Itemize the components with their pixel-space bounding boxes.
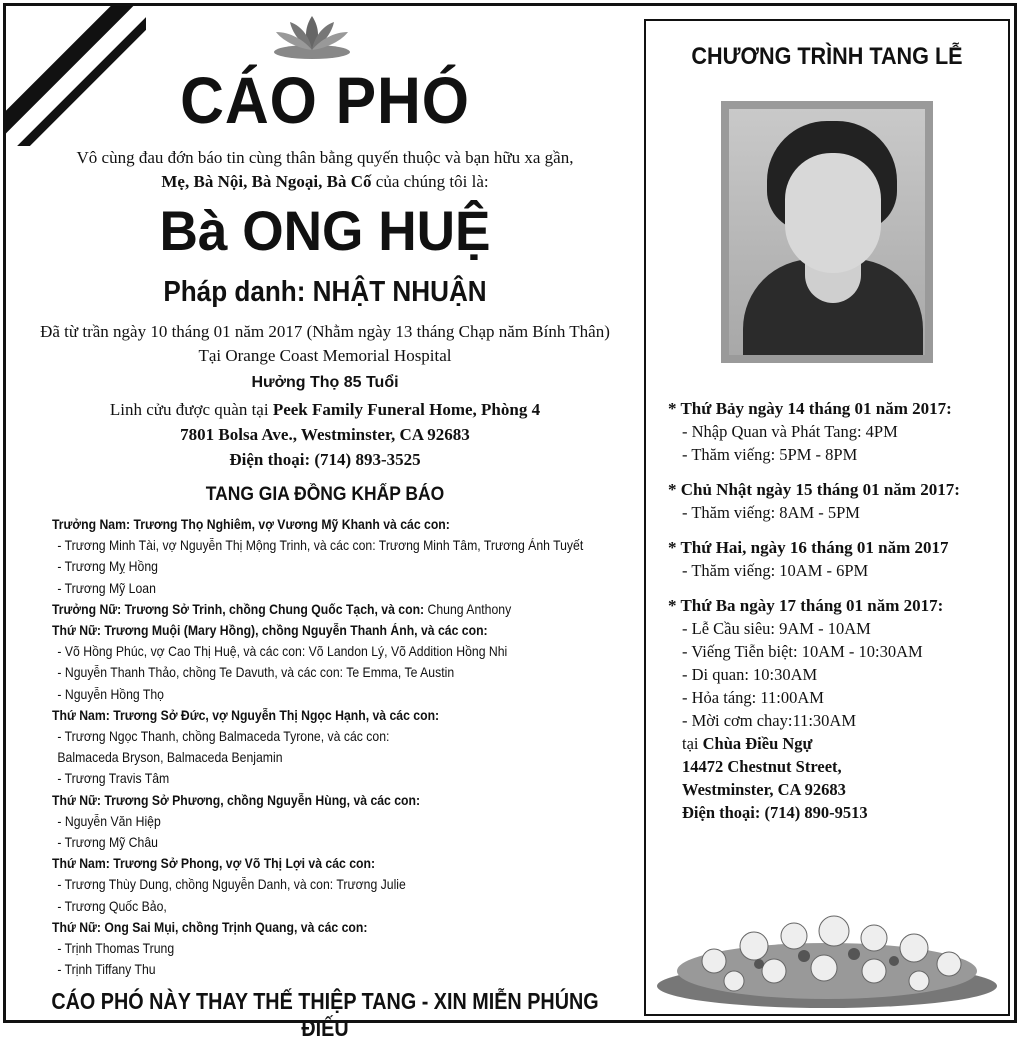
family-line-text: - Nguyễn Hồng Thọ [57, 686, 164, 702]
temple-line [668, 732, 1008, 755]
program-panel [644, 19, 1010, 1016]
funeral-home-address: 7801 Bolsa Ave., Westminster, CA 92683 [180, 425, 470, 444]
schedule-item: - Thăm viếng: 8AM - 5PM [682, 503, 860, 522]
funeral-home-phone: Điện thoại: (714) 893-3525 [229, 450, 421, 469]
schedule-item: - Thăm viếng: 10AM - 6PM [682, 561, 869, 580]
viewing-prefix: Linh cửu được quàn tại [109, 400, 273, 419]
family-member [52, 684, 574, 705]
family-branch-head [52, 853, 574, 874]
flower-arrangement-icon [654, 876, 1000, 1011]
schedule-day: * Thứ Ba ngày 17 tháng 01 năm 2017: [668, 596, 944, 615]
family-branch-head [52, 514, 574, 535]
obituary-title: CÁO PHÓ [180, 63, 470, 137]
intro-line-1: Vô cùng đau đớn báo tin cùng thân bằng quyến thuộc và bạn hữu xa gần, [76, 148, 574, 167]
schedule-day: * Thứ Hai, ngày 16 tháng 01 năm 2017 [668, 538, 949, 557]
family-line-text: Thứ Nữ: Trương Sở Phương, chồng Nguyễn Hùng, và các con: [52, 792, 421, 808]
family-line-text: - Võ Hồng Phúc, vợ Cao Thị Huệ, và các con: Võ Landon Lý, Võ Addition Hồng Nhi [57, 644, 508, 660]
family-member [52, 641, 574, 662]
intro-line-2-rest: của chúng tôi là: [371, 172, 489, 191]
family-line-text: Balmaceda Bryson, Balmaceda Benjamin [57, 750, 283, 766]
family-line-text: - Trương Thùy Dung, chồng Nguyễn Danh, và con: Trương Julie [57, 877, 406, 893]
family-branch-head [52, 620, 574, 641]
family-member [52, 874, 574, 895]
family-branch-head [52, 705, 574, 726]
schedule [668, 397, 1008, 824]
family-member [52, 578, 574, 599]
temple-city: Westminster, CA 92683 [682, 780, 846, 799]
family-line-text: - Nguyễn Thanh Thảo, chồng Te Davuth, và các con: Te Emma, Te Austin [57, 665, 455, 681]
temple-prefix: tại [682, 734, 703, 753]
schedule-item: - Nhập Quan và Phát Tang: 4PM [682, 422, 898, 441]
family-line-text: - Trịnh Tiffany Thu [57, 962, 156, 978]
schedule-day: * Chủ Nhật ngày 15 tháng 01 năm 2017: [668, 480, 960, 499]
schedule-item: - Lễ Cầu siêu: 9AM - 10AM [682, 619, 871, 638]
dharma-name: Pháp danh: NHẬT NHUẬN [163, 276, 487, 308]
family-member [52, 662, 574, 683]
family-line-text: - Trương Minh Tài, vợ Nguyễn Thị Mộng Trinh, và các con: Trương Minh Tâm, Trương Ánh Tuyết [57, 538, 584, 554]
family-member [52, 896, 574, 917]
family-member [52, 768, 574, 789]
schedule-item: - Hỏa táng: 11:00AM [682, 688, 824, 707]
family-branch-head [52, 599, 574, 620]
family-line-tail: Chung Anthony [424, 601, 512, 617]
family-line-text: Thứ Nữ: Ong Sai Mụi, chồng Trịnh Quang, và các con: [52, 919, 368, 935]
footer-notice: CÁO PHÓ NÀY THAY THẾ THIỆP TANG - XIN MIỄN PHÚNG ĐIẾU [51, 988, 599, 1041]
viewing-place: Peek Family Funeral Home, Phòng 4 [272, 400, 541, 419]
relation-list: Mẹ, Bà Nội, Bà Ngoại, Bà Cố [161, 172, 372, 191]
lotus-icon [270, 12, 354, 60]
family-member [52, 938, 574, 959]
portrait-photo [721, 101, 933, 363]
family-line-text: Thứ Nam: Trương Sở Đức, vợ Nguyễn Thị Ngọc Hạnh, và các con: [52, 707, 440, 723]
family-member [52, 726, 574, 747]
temple-street: 14472 Chestnut Street, [682, 757, 842, 776]
family-member [52, 747, 574, 768]
age-line: Hưởng Thọ 85 Tuổi [251, 374, 399, 391]
schedule-item: - Di quan: 10:30AM [682, 665, 818, 684]
family-line-text: - Trương Mỹ Châu [57, 835, 158, 851]
family-line-text: Trưởng Nữ: Trương Sở Trinh, chồng Chung Quốc Tạch, và con: [52, 601, 425, 617]
family-branch-head [52, 917, 574, 938]
family-member [52, 556, 574, 577]
intro-line-2 [0, 172, 650, 192]
schedule-day: * Thứ Bảy ngày 14 tháng 01 năm 2017: [668, 399, 952, 418]
family-heading: TANG GIA ĐỒNG KHẤP BÁO [205, 484, 445, 505]
viewing-line [0, 400, 650, 420]
schedule-item: - Thăm viếng: 5PM - 8PM [682, 445, 858, 464]
deceased-name: Bà ONG HUỆ [159, 199, 491, 262]
family-member [52, 811, 574, 832]
family-line-text: - Trương Travis Tâm [57, 771, 170, 787]
family-member [52, 535, 584, 556]
schedule-item: - Mời cơm chay:11:30AM [682, 711, 857, 730]
program-title: CHƯƠNG TRÌNH TANG LỄ [691, 43, 963, 70]
family-line-text: - Trịnh Thomas Trung [57, 941, 175, 957]
place-line: Tại Orange Coast Memorial Hospital [198, 346, 452, 365]
family-line-text: - Trương Mỵ Hồng [57, 559, 158, 575]
family-line-text: - Nguyễn Văn Hiệp [57, 813, 161, 829]
family-list [52, 514, 632, 980]
family-member [52, 959, 574, 980]
temple-phone: Điện thoại: (714) 890-9513 [682, 803, 868, 822]
schedule-item: - Viếng Tiễn biệt: 10AM - 10:30AM [682, 642, 923, 661]
family-line-text: - Trương Ngọc Thanh, chồng Balmaceda Tyrone, và các con: [57, 729, 390, 745]
family-line-text: Thứ Nữ: Trương Muội (Mary Hồng), chồng Nguyễn Thanh Ánh, và các con: [52, 623, 488, 639]
family-line-text: Trưởng Nam: Trương Thọ Nghiêm, vợ Vương Mỹ Khanh và các con: [52, 517, 450, 532]
family-line-text: Thứ Nam: Trương Sở Phong, vợ Võ Thị Lợi và các con: [52, 856, 376, 872]
temple-name: Chùa Điều Ngự [702, 734, 813, 753]
family-member [52, 832, 574, 853]
passed-line: Đã từ trần ngày 10 tháng 01 năm 2017 (Nhằm ngày 13 tháng Chạp năm Bính Thân) [40, 322, 610, 341]
family-branch-head [52, 790, 574, 811]
family-line-text: - Trương Quốc Bảo, [57, 898, 167, 914]
family-line-text: - Trương Mỹ Loan [57, 580, 156, 596]
